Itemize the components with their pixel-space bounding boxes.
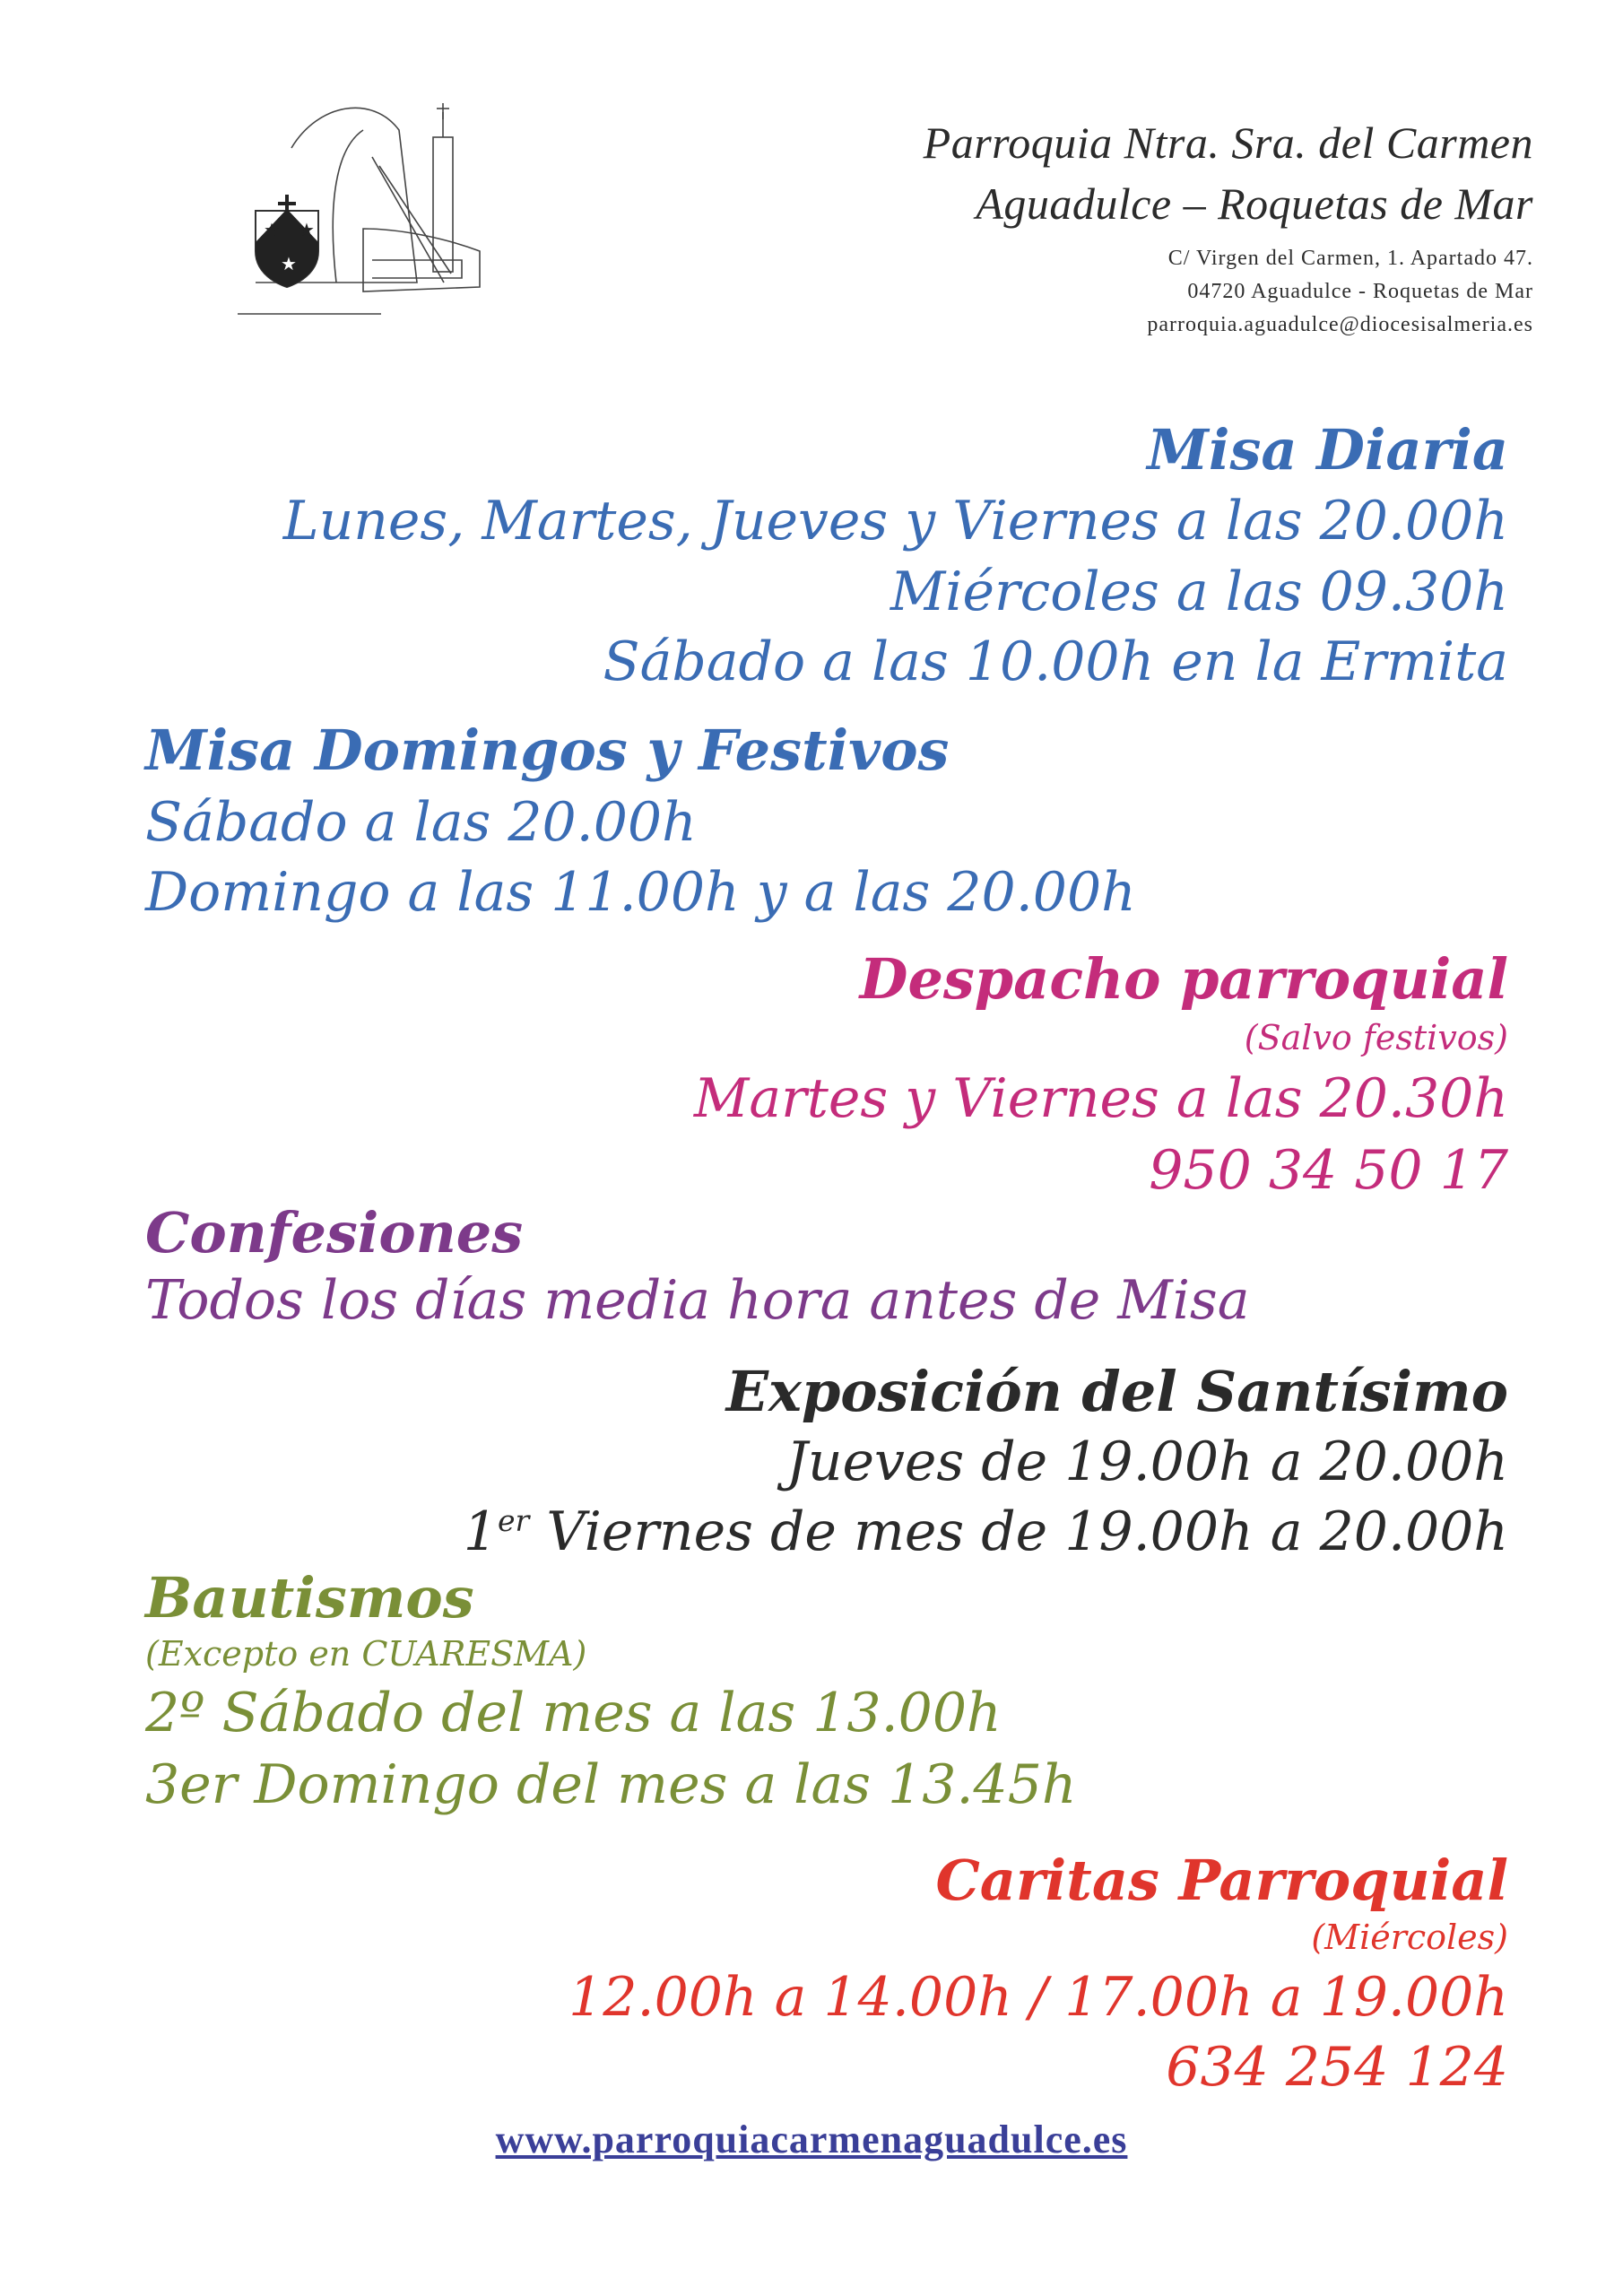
- caritas-schedule: 12.00h a 14.00h / 17.00h a 19.00h: [568, 1966, 1508, 2029]
- caritas-phone: 634 254 124: [1166, 2036, 1508, 2099]
- parish-location: Aguadulce – Roquetas de Mar: [976, 178, 1533, 229]
- confesiones-schedule: Todos los días media hora antes de Misa: [145, 1269, 1250, 1332]
- misa-diaria-line: Sábado a las 10.00h en la Ermita: [603, 631, 1508, 693]
- svg-text:★: ★: [299, 219, 315, 240]
- misa-domingos-line: Sábado a las 20.00h: [145, 791, 697, 854]
- despacho-note: (Salvo festivos): [1244, 1018, 1508, 1057]
- svg-text:★: ★: [281, 253, 297, 274]
- website-link[interactable]: www.parroquiacarmenaguadulce.es: [495, 2118, 1128, 2161]
- exposicion-line: Jueves de 19.00h a 20.00h: [785, 1431, 1508, 1493]
- misa-diaria-title: Misa Diaria: [1147, 417, 1508, 483]
- confesiones-title: Confesiones: [145, 1200, 524, 1265]
- address-line-1: C/ Virgen del Carmen, 1. Apartado 47.: [1167, 247, 1533, 270]
- despacho-schedule: Martes y Viernes a las 20.30h: [693, 1067, 1508, 1130]
- bautismos-line: 2º Sábado del mes a las 13.00h: [145, 1682, 1002, 1744]
- svg-text:★: ★: [264, 219, 280, 240]
- despacho-title: Despacho parroquial: [859, 946, 1508, 1012]
- address-line-2: 04720 Aguadulce - Roquetas de Mar: [1187, 280, 1533, 303]
- exposicion-title: Exposición del Santísimo: [725, 1359, 1508, 1424]
- misa-domingos-title: Misa Domingos y Festivos: [145, 718, 950, 783]
- parish-church-logo: [238, 94, 507, 326]
- contact-email[interactable]: parroquia.aguadulce@diocesisalmeria.es: [1147, 313, 1533, 336]
- caritas-title: Caritas Parroquial: [935, 1848, 1508, 1913]
- parish-name: Parroquia Ntra. Sra. del Carmen: [923, 117, 1533, 168]
- misa-diaria-line: Miércoles a las 09.30h: [890, 561, 1508, 623]
- bautismos-line: 3er Domingo del mes a las 13.45h: [145, 1753, 1077, 1816]
- bautismos-title: Bautismos: [145, 1565, 474, 1631]
- exposicion-line: [464, 1500, 1508, 1563]
- exposicion-line-text: Viernes de mes de 19.00h a 20.00h: [529, 1500, 1508, 1563]
- exposicion-ordinal: 1: [463, 1500, 498, 1563]
- exposicion-ordinal-suffix: er: [497, 1503, 530, 1538]
- caritas-note: (Miércoles): [1311, 1918, 1508, 1957]
- misa-domingos-line: Domingo a las 11.00h y a las 20.00h: [145, 861, 1136, 924]
- misa-diaria-line: Lunes, Martes, Jueves y Viernes a las 20.00h: [282, 490, 1508, 552]
- bautismos-note: (Excepto en CUARESMA): [145, 1634, 587, 1674]
- despacho-phone: 950 34 50 17: [1149, 1139, 1508, 1202]
